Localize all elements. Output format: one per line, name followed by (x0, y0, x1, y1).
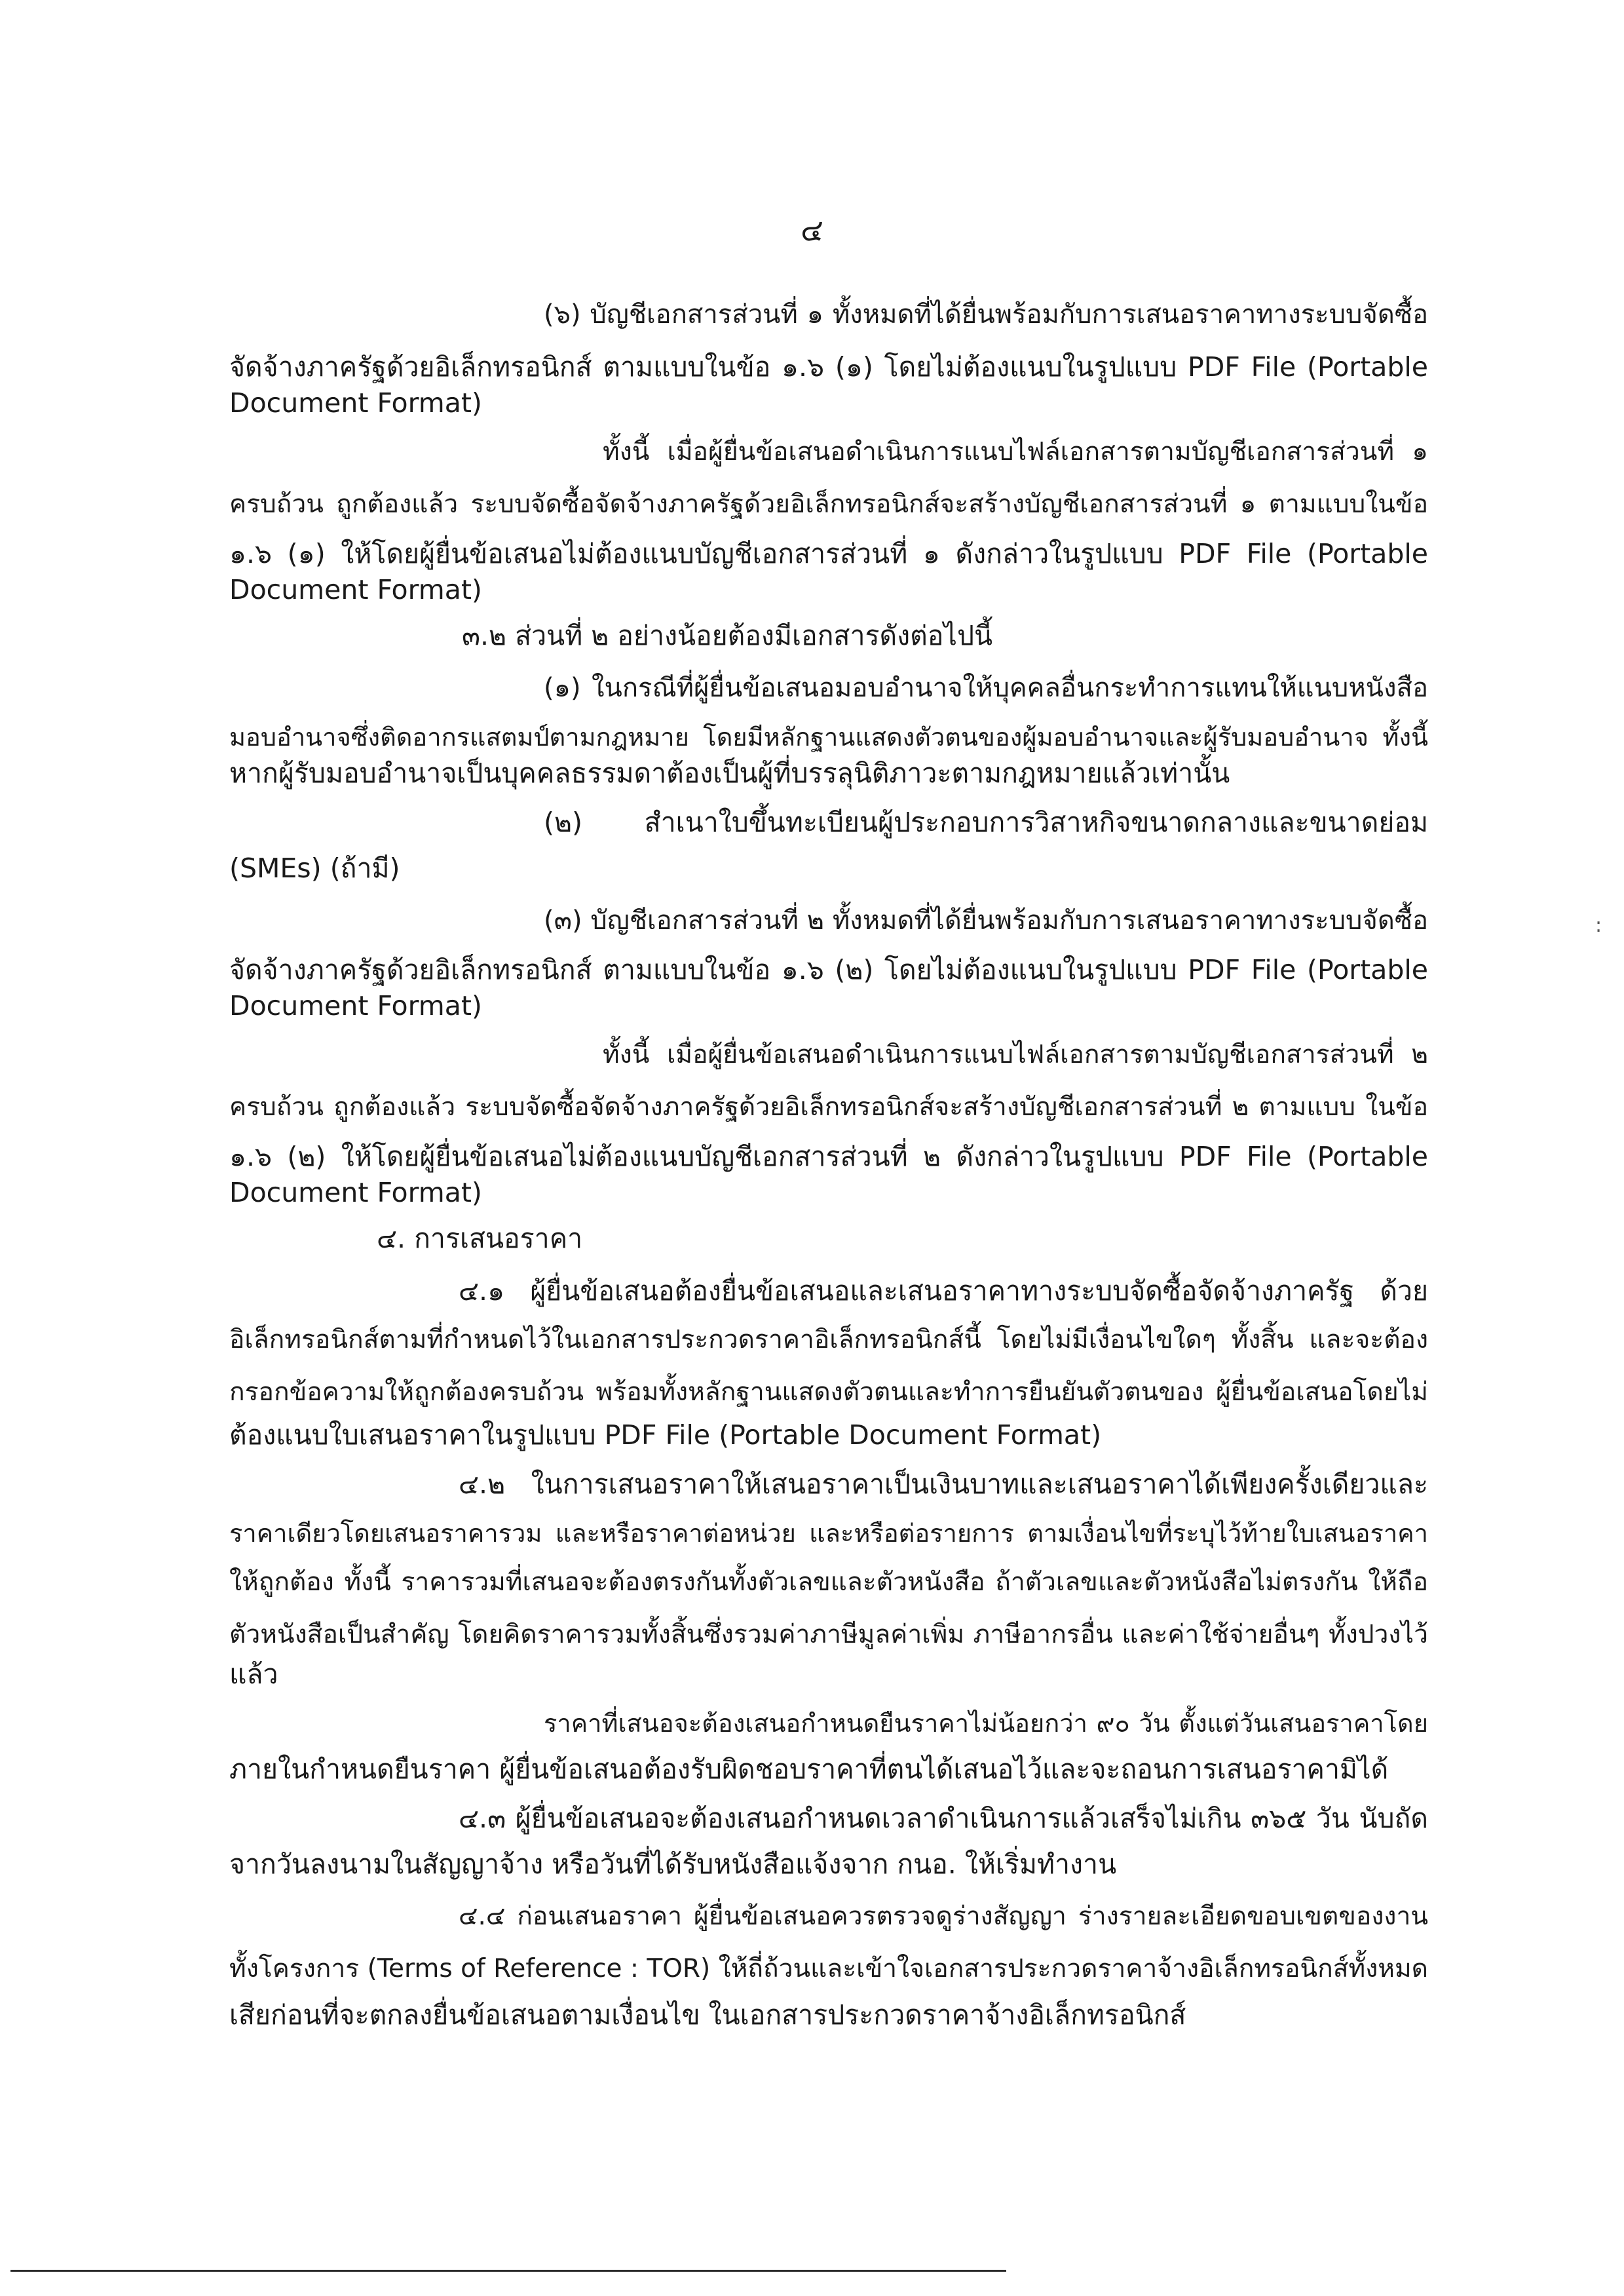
text-line: จัดจ้างภาครัฐด้วยอิเล็กทรอนิกส์ ตามแบบในข้อ ๑.๖ (๒) โดยไม่ต้องแนบในรูปแบบ PDF File (Portable (229, 954, 1428, 985)
text-line: ให้ถูกต้อง ทั้งนี้ ราคารวมที่เสนอจะต้องตรงกันทั้งตัวเลขและตัวหนังสือ ถ้าตัวเลขและตัวหนังสือไม่ตรงกัน ให้ถือ (229, 1567, 1428, 1597)
text-line: ๑.๖ (๑) ให้โดยผู้ยื่นข้อเสนอไม่ต้องแนบบัญชีเอกสารส่วนที่ ๑ ดังกล่าวในรูปแบบ PDF File (Portable (229, 538, 1428, 569)
text-line: Document Format) (229, 574, 482, 605)
scan-mark: : (1595, 914, 1602, 937)
section-heading: ๔. การเสนอราคา (377, 1223, 583, 1254)
text-line: จัดจ้างภาครัฐด้วยอิเล็กทรอนิกส์ ตามแบบในข้อ ๑.๖ (๑) โดยไม่ต้องแนบในรูปแบบ PDF File (Portable (229, 351, 1428, 383)
text-line: แล้ว (229, 1658, 278, 1690)
text-line: ทั้งนี้ เมื่อผู้ยื่นข้อเสนอดำเนินการแนบไฟล์เอกสารตามบัญชีเอกสารส่วนที่ ๒ (603, 1040, 1428, 1069)
text-line: ๔.๓ ผู้ยื่นข้อเสนอจะต้องเสนอกำหนดเวลาดำเนินการแล้วเสร็จไม่เกิน ๓๖๕ วัน นับถัด (459, 1803, 1428, 1834)
text-line: ครบถ้วน ถูกต้องแล้ว ระบบจัดซื้อจัดจ้างภาครัฐด้วยอิเล็กทรอนิกส์จะสร้างบัญชีเอกสารส่วนที่ ๒ ตามแบบ ในข้อ (229, 1092, 1428, 1122)
text-line: ๔.๒ ในการเสนอราคาให้เสนอราคาเป็นเงินบาทและเสนอราคาได้เพียงครั้งเดียวและ (459, 1468, 1428, 1500)
text-line: ตัวหนังสือเป็นสำคัญ โดยคิดราคารวมทั้งสิ้นซึ่งรวมค่าภาษีมูลค่าเพิ่ม ภาษีอากรอื่น และค่าใช้จ่ายอื่นๆ ทั้งปวงไว้ (229, 1620, 1428, 1649)
text-line: ทั้งโครงการ (Terms of Reference : TOR) ให้ถี่ถ้วนและเข้าใจเอกสารประกวดราคาจ้างอิเล็กทรอนิกส์ทั้งหมด (229, 1954, 1428, 1983)
text-line: เสียก่อนที่จะตกลงยื่นข้อเสนอตามเงื่อนไข ในเอกสารประกวดราคาจ้างอิเล็กทรอนิกส์ (229, 1999, 1186, 2031)
text-line: ๑.๖ (๒) ให้โดยผู้ยื่นข้อเสนอไม่ต้องแนบบัญชีเอกสารส่วนที่ ๒ ดังกล่าวในรูปแบบ PDF File (Portable (229, 1141, 1428, 1172)
page-number: ๔ (801, 212, 823, 248)
footer-divider (10, 2270, 1006, 2272)
text-line: ราคาที่เสนอจะต้องเสนอกำหนดยืนราคาไม่น้อยกว่า ๙๐ วัน ตั้งแต่วันเสนอราคาโดย (544, 1709, 1428, 1738)
text-line: Document Format) (229, 990, 482, 1022)
text-line: (SMEs) (ถ้ามี) (229, 852, 400, 884)
text-line: อิเล็กทรอนิกส์ตามที่กำหนดไว้ในเอกสารประกวดราคาอิเล็กทรอนิกส์นี้ โดยไม่มีเงื่อนไขใดๆ ทั้งสิ้น และจะต้อง (229, 1325, 1428, 1354)
text-line: Document Format) (229, 1177, 482, 1208)
text-line: ราคาเดียวโดยเสนอราคารวม และหรือราคาต่อหน่วย และหรือต่อรายการ ตามเงื่อนไขที่ระบุไว้ท้ายใบเสนอราคา (229, 1519, 1428, 1548)
text-line: (๖) บัญชีเอกสารส่วนที่ ๑ ทั้งหมดที่ได้ยื่นพร้อมกับการเสนอราคาทางระบบจัดซื้อ (544, 299, 1428, 330)
text-line: มอบอำนาจซึ่งติดอากรแสตมป์ตามกฎหมาย โดยมีหลักฐานแสดงตัวตนของผู้มอบอำนาจและผู้รับมอบอำนาจ ทั้งนี้ (229, 723, 1428, 752)
text-line: (๑) ในกรณีที่ผู้ยื่นข้อเสนอมอบอำนาจให้บุคคลอื่นกระทำการแทนให้แนบหนังสือ (544, 673, 1428, 703)
text-line: (๒) สำเนาใบขึ้นทะเบียนผู้ประกอบการวิสาหกิจขนาดกลางและขนาดย่อม (544, 807, 1428, 838)
section-heading: ๓.๒ ส่วนที่ ๒ อย่างน้อยต้องมีเอกสารดังต่อไปนี้ (462, 620, 993, 651)
text-line: (๓) บัญชีเอกสารส่วนที่ ๒ ทั้งหมดที่ได้ยื่นพร้อมกับการเสนอราคาทางระบบจัดซื้อ (544, 906, 1428, 936)
text-line: หากผู้รับมอบอำนาจเป็นบุคคลธรรมดาต้องเป็นผู้ที่บรรลุนิติภาวะตามกฎหมายแล้วเท่านั้น (229, 757, 1230, 789)
text-line: ต้องแนบใบเสนอราคาในรูปแบบ PDF File (Portable Document Format) (229, 1419, 1102, 1451)
text-line: ๔.๑ ผู้ยื่นข้อเสนอต้องยื่นข้อเสนอและเสนอราคาทางระบบจัดซื้อจัดจ้างภาครัฐ ด้วย (459, 1275, 1428, 1307)
text-line: กรอกข้อความให้ถูกต้องครบถ้วน พร้อมทั้งหลักฐานแสดงตัวตนและทำการยืนยันตัวตนของ ผู้ยื่นข้อเสนอโดยไม่ (229, 1377, 1428, 1407)
text-line: ๔.๔ ก่อนเสนอราคา ผู้ยื่นข้อเสนอควรตรวจดูร่างสัญญา ร่างรายละเอียดขอบเขตของงาน (459, 1902, 1428, 1931)
text-line: ครบถ้วน ถูกต้องแล้ว ระบบจัดซื้อจัดจ้างภาครัฐด้วยอิเล็กทรอนิกส์จะสร้างบัญชีเอกสารส่วนที่ ๑ ตามแบบในข้อ (229, 489, 1428, 519)
text-line: ภายในกำหนดยืนราคา ผู้ยื่นข้อเสนอต้องรับผิดชอบราคาที่ตนได้เสนอไว้และจะถอนการเสนอราคามิได้ (229, 1753, 1389, 1785)
text-line: ทั้งนี้ เมื่อผู้ยื่นข้อเสนอดำเนินการแนบไฟล์เอกสารตามบัญชีเอกสารส่วนที่ ๑ (603, 437, 1428, 467)
text-line: จากวันลงนามในสัญญาจ้าง หรือวันที่ได้รับหนังสือแจ้งจาก กนอ. ให้เริ่มทำงาน (229, 1848, 1117, 1880)
text-line: Document Format) (229, 387, 482, 419)
